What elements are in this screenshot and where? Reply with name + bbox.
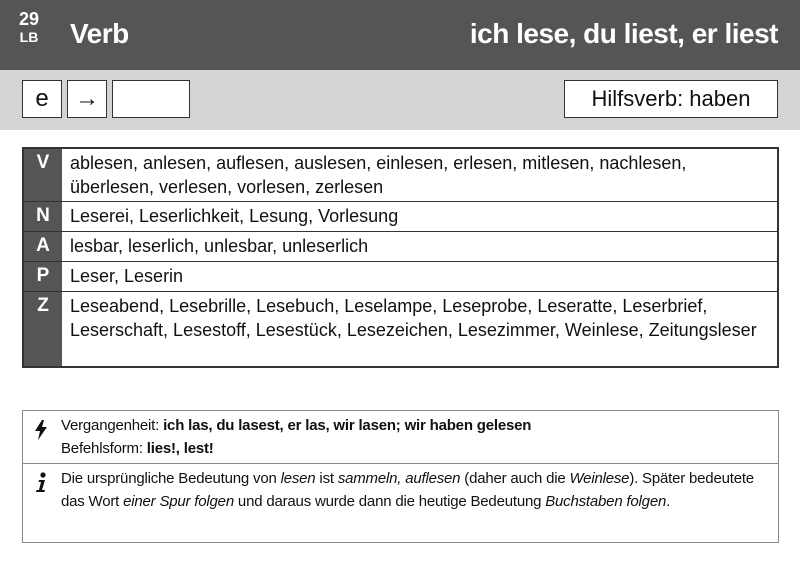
info-italic-part: Buchstaben folgen xyxy=(545,493,667,510)
arrow-box: → xyxy=(67,80,107,118)
lightning-icon xyxy=(33,420,49,440)
unit-number-sub: LB xyxy=(19,29,39,45)
empty-box xyxy=(112,80,190,118)
vowel-box: e xyxy=(22,80,62,118)
notes-box xyxy=(22,410,779,543)
info-text-part: ist xyxy=(315,470,338,487)
table-row xyxy=(24,201,777,231)
info-italic-part: Weinlese xyxy=(569,470,630,487)
table-row xyxy=(24,291,777,366)
header-bar xyxy=(0,0,800,70)
info-text-part: ). Später bedeutete das Wort xyxy=(61,470,754,510)
meaning-note xyxy=(23,464,778,542)
info-text-part: (daher auch die xyxy=(460,470,570,487)
row-label: V xyxy=(24,149,62,201)
row-text: Leserei, Leserlichkeit, Lesung, Vorlesung xyxy=(70,206,399,226)
table-row xyxy=(24,231,777,261)
grammar-notes xyxy=(23,411,778,464)
unit-number xyxy=(14,10,44,56)
row-text: Leser, Leserin xyxy=(70,266,184,286)
row-text: Leseabend, Lesebrille, Lesebuch, Leselampe, Leseprobe, Leseratte, Leserbrief, Leserschaft, Lesestoff, Lesestück, Lesezeichen, Lesezimmer, Weinlese, Zeitungsleser xyxy=(70,296,757,340)
conjugation-forms: ich lese, du liest, er liest xyxy=(469,18,778,49)
imperative-label: Befehlsform: xyxy=(61,440,143,457)
past-forms: ich las, du lasest, er las, wir lasen; wir haben gelesen xyxy=(163,417,532,434)
row-label: N xyxy=(24,202,62,231)
word-class-title: Verb xyxy=(70,18,129,49)
info-italic-part: lesen xyxy=(280,470,316,487)
info-i-icon xyxy=(33,472,49,492)
info-text-part: und daraus wurde dann die heutige Bedeutung xyxy=(233,493,546,510)
table-row xyxy=(24,149,777,201)
table-row xyxy=(24,261,777,291)
past-label: Vergangenheit: xyxy=(61,417,160,434)
info-text-part: . xyxy=(666,493,671,510)
imperative-forms: lies!, lest! xyxy=(146,440,214,457)
grammar-lines xyxy=(61,414,770,460)
row-text: lesbar, leserlich, unlesbar, unleserlich xyxy=(70,236,369,256)
row-label: A xyxy=(24,232,62,261)
meaning-text xyxy=(61,467,770,513)
unit-number-value: 29 xyxy=(18,9,40,29)
word-family-table xyxy=(22,147,779,368)
info-text-part: Die ursprüngliche Bedeutung von xyxy=(61,470,281,487)
auxiliary-verb-box: Hilfsverb: haben xyxy=(564,80,778,118)
info-italic-part: sammeln, auflesen xyxy=(337,470,461,487)
row-label: Z xyxy=(24,292,62,366)
row-text: ablesen, anlesen, auflesen, auslesen, einlesen, erlesen, mitlesen, nachlesen, überlesen, verlesen, vorlesen, zerlesen xyxy=(70,153,687,197)
info-italic-part: einer Spur folgen xyxy=(123,493,234,510)
row-label: P xyxy=(24,262,62,291)
